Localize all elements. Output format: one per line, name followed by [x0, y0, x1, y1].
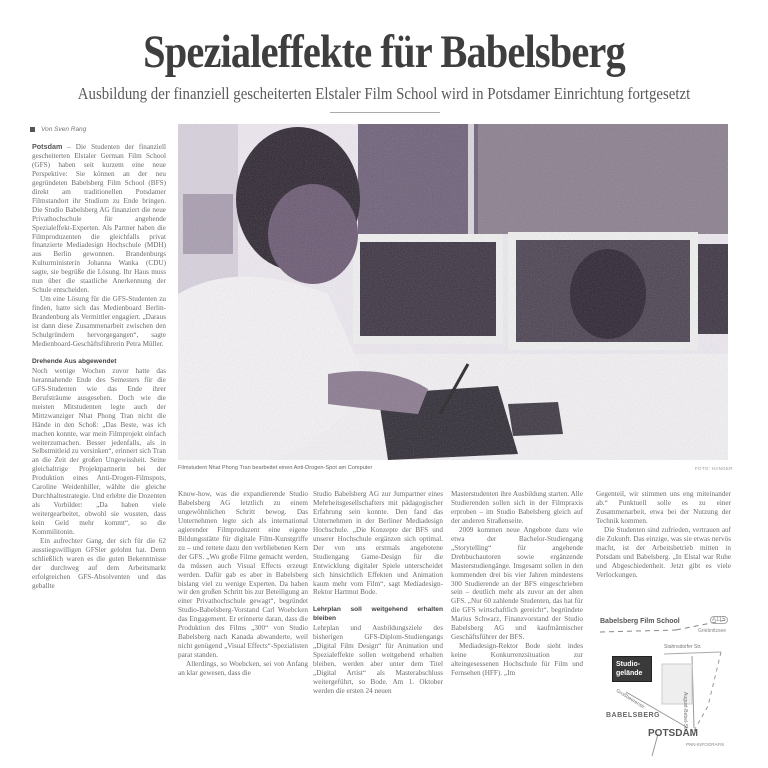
paragraph: Noch wenige Wochen zuvor hatte das herannahende Ende des Semesters für die GFS-Studenten wie das Ende ihrer Berufsträume ausgesehen. Doch wie die meisten Mitstudenten legte auch der Mittzwanziger Nhat Phong Tran nicht die Hände in den Schoß: „Das Beste, was ich machen konnte, war mein Filmprojekt einfach weiterzumachen. Besser jedenfalls, als in Selbstmitleid zu versinken“, erinnert sich Tran an die Zeit der großen Ungewissheit. Seine gleichaltrige Projektpartnerin bei der Produktion eines Anti-Drogen-Filmspots, Caroline Weidenhiller, wählte die gleiche Durchhaltestrategie. Und erlebte die Dozenten als Vorbilder: „Da haben viele weitergearbeitet, obwohl sie wussten, dass kein Geld mehr kommt“, so die Kommilitonin.: [32, 366, 166, 537]
paragraph: Ein aufrechter Gang, der sich für die 62 ausstiegswilligen GFSler gelohnt hat. Denn schließlich waren es die guten Bekenntnisse der durchweg auf dem Arbeitsmarkt erfolgreichen GFS-Absolventen und das geballte: [32, 536, 166, 590]
photo-student-at-computer: [178, 124, 728, 460]
paragraph: 2009 kommen neue Angebote dazu wie etwa der Bachelor-Studiengang „Storytelling“ für angehende Drehbuchautoren sowie ergänzende Masterstudiengänge. Insgesamt sollen in den kommenden drei bis vier Jahren mindestens 300 Studierende an der BFS eingeschrieben sein – deutlich mehr als zuvor an der alten GFS. „Nur 60 zahlende Studenten, das hat für die GFS wirtschaftlich gereicht“, begründete Marius Schwarz, Finanzvorstand der Studio Babelsberg AG und kaufmännischer Geschäftsführer der BFS.: [451, 525, 583, 642]
subheadline: Ausbildung der finanziell gescheiterten Elstaler Film School wird in Potsdamer Einrichtung fortgesetzt: [77, 84, 691, 103]
section-subhead: Lehrplan soll weitgehend erhalten bleiben: [313, 606, 443, 623]
byline: [30, 126, 86, 133]
paragraph: Um eine Lösung für die GFS-Studenten zu finden, hatte sich das Medienboard Berlin-Brandenburg als Vermittler engagiert. „Daraus ist dann diese Zusammenarbeit zwischen den Schulgründern hervorgegangen“, sagte Medienboard-Geschäftsführerin Petra Müller.: [32, 295, 166, 348]
paragraph: Know-how, was die expandierende Studio Babelsberg AG letztlich zu einem ungewöhnlichen Schritt bewog. Das Unternehmen legte sich als international agierender Filmproduzent eine eigene Bildungsstätte für digitale Film-Kunstgriffe zu – und rettete dazu den verbliebenen Kern der GFS. „Wo große Filme gemacht werden, da müssen auch Visual Effects erzeugt werden. Dafür gab es aber in Babelsberg bislang viel zu wenige Experten. Da haben wir den großen Schritt bis zur Beteiligung an einer Privathochschule gewagt“, begründet Studio-Babelsberg-Vorstand Carl Woebcken das Engagement. Er erinnerte daran, dass die Produktion des Films „300“ von Studio Babelsberg nach Kanada abwanderte, weil nicht genügend „Visual Effects“-Spezialisten parat standen.: [178, 490, 308, 660]
map-label-griebnitzsee: Griebnitzsee: [698, 628, 727, 634]
paragraph: Potsdam – Die Studenten der finanziell gescheiterten Elstaler German Film School (GFS) haben seit kurzem eine neue Perspektive: Sie können an der neu gegründeten Babelsberg Film School (BFS) direkt am traditionellen Potsdamer Filmstandort ihr Studium zu Ende bringen. Die Studio Babelsberg AG finanziert die neue Privathochschule für angehende Spezialeffekt-Experten. Als Partner haben die Filmproduzenten die gleichfalls privat finanzierte Mediadesign Hochschule (MDH) aus Berlin gewonnen. Brandenburgs Kulturministerin Johanna Wanka (CDU) sagte, sie begrüße die Lösung. Ihr Haus muss nun über die staatliche Anerkennung der Schule entscheiden.: [32, 143, 166, 295]
photo-caption: Filmstudent Nhat Phong Tran bearbeitet einen Anti-Drogen-Spot am Computer: [178, 465, 373, 471]
highway-shield-icon: A115: [712, 617, 726, 623]
article-column-4: [451, 490, 583, 768]
paragraph: Gegenteil, wir stimmen uns eng miteinander ab.“ Punktuell solle es zu einer Zusammenarbeit, etwa bei der Nutzung der Technik kommen.: [596, 490, 731, 525]
headline: Spezialeffekte für Babelsberg: [143, 26, 625, 78]
photo-credit: FOTO: HANGER: [695, 466, 733, 471]
paragraph: Allerdings, so Woebcken, sei von Anfang an klar gewesen, dass die: [178, 660, 308, 678]
article-column-3: [313, 490, 443, 768]
byline-text: Von Sven Rang: [41, 126, 87, 133]
map-label-stahnsdorfer: Stahnsdorfer Str.: [664, 644, 702, 650]
map-label-grossbeeren: Großbeerenstr.: [614, 688, 647, 711]
map-credit: PNN-INFOGRAFIK: [686, 742, 725, 747]
paragraph: Masterstudenten ihre Ausbildung starten. Alle Studierenden sollen sich in der Filmpraxis erproben – im Studio Babelsberg gleich auf der anderen Straßenseite.: [451, 490, 583, 525]
map-label-babelsberg: BABELSBERG: [606, 712, 661, 719]
location-map: [596, 616, 736, 756]
map-label-bebel: August-Bebel-Str.: [682, 692, 688, 732]
paragraph: Die Studenten sind zufrieden, vertrauen auf die Zukunft. Das einzige, was sie etwas nervös macht, ist der Arbeitsbetrieb mitten in Potsdam und Babelsberg. „In Elstal war Ruhe und Abgeschiedenheit. Jetzt gibt es viele Verlockungen.: [596, 525, 731, 579]
paragraph: Studio Babelsberg AG zur Jumpartner eines Mehrheitsgesellschafters mit pädagogischer Erfahrung sein konnte. Den fand das Unternehmen in der Berliner Mediadesign Hochschule. „Die Konzepte der BFS und unserer Hochschule ergänzen sich optimal. Der von uns erstmals angebotene Studiengang Game-Design für die Entwicklung digitaler Spiele unterscheidet sich hinsichtlich Effekten und Animation kaum mehr vom Film“, sagt Mediadesign-Rektor Hartmut Bode.: [313, 490, 443, 597]
dateline: Potsdam: [32, 143, 63, 151]
map-label-potsdam: POTSDAM: [648, 728, 698, 739]
map-label-school: Babelsberg Film School: [600, 618, 680, 625]
bullet-square-icon: [30, 127, 35, 132]
section-subhead: Drehende Aus abgewendet: [32, 357, 117, 365]
article-column-2: [178, 490, 308, 768]
paragraph: Lehrplan und Ausbildungsziele des bisherigen GFS-Diplom-Studiengangs „Digital Film Design“ für Animation und Spezialeffekte sollen weitgehend erhalten bleiben, werden aber unter dem Titel „Digital Artist“ als Masterabschluss weitergeführt, so Bode. Am 1. Oktober werden die ersten 24 neuen: [313, 624, 443, 696]
article-column-1: [32, 143, 166, 768]
paragraph: Mediadesign-Rektor Bode sieht indes keine Konkurrenzsituation zur alteingesessenen Hochschule für Film und Fernsehen (HFF). „Im: [451, 642, 583, 678]
divider: [330, 112, 440, 113]
article-column-5: [596, 490, 731, 610]
map-label-studio: Studio-gelände: [612, 656, 652, 682]
article-photo: [178, 124, 728, 460]
